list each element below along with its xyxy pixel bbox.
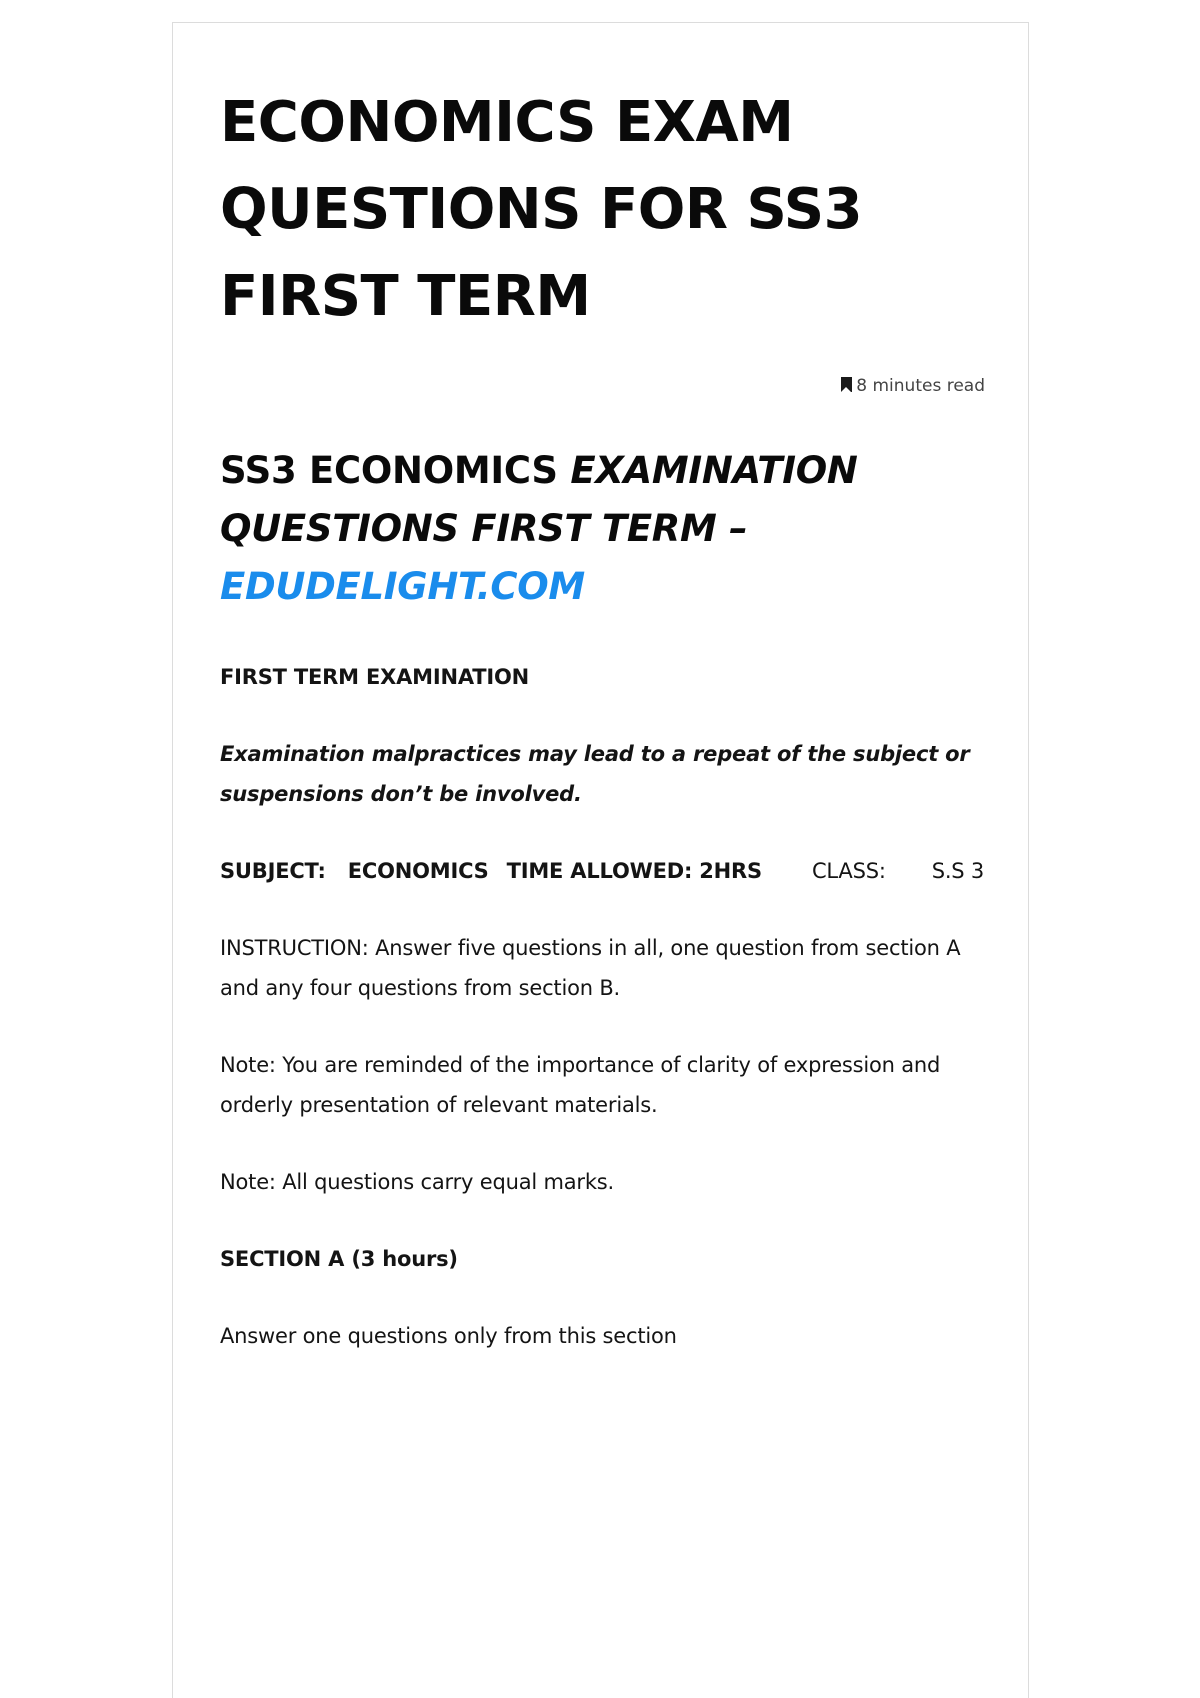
subject-label: SUBJECT: [220, 859, 326, 883]
time-allowed: TIME ALLOWED: 2HRS [506, 859, 762, 883]
bookmark-icon [841, 377, 852, 392]
class-value: S.S 3 [931, 859, 985, 883]
class-label: CLASS: [811, 859, 886, 883]
instruction-text: INSTRUCTION: Answer five questions in all, one question from section A and any four questions from section B. [220, 936, 961, 1000]
section-a-instruction: Answer one questions only from this section [220, 1324, 677, 1348]
article-card [172, 22, 1029, 1698]
heading-italic: EXAMINATION QUESTIONS FIRST TERM – [220, 449, 858, 550]
note-clarity: Note: You are reminded of the importance of clarity of expression and orderly presentation of relevant materials. [220, 1053, 941, 1117]
read-time [220, 374, 985, 398]
note-marks: Note: All questions carry equal marks. [220, 1170, 615, 1194]
page-title: ECONOMICS EXAM QUESTIONS FOR SS3 FIRST TERM [220, 90, 863, 329]
subject-row [220, 851, 985, 891]
post-heading [220, 442, 985, 616]
subject-value: ECONOMICS [347, 859, 489, 883]
exam-label: FIRST TERM EXAMINATION [220, 665, 530, 689]
article-content [220, 79, 985, 1356]
read-time-label: 8 minutes read [856, 376, 985, 396]
heading-plain: SS3 ECONOMICS [220, 449, 571, 492]
section-a-heading: SECTION A (3 hours) [220, 1247, 458, 1271]
site-link[interactable]: EDUDELIGHT.COM [220, 565, 585, 608]
malpractice-warning: Examination malpractices may lead to a repeat of the subject or suspensions don’t be involved. [220, 742, 970, 806]
